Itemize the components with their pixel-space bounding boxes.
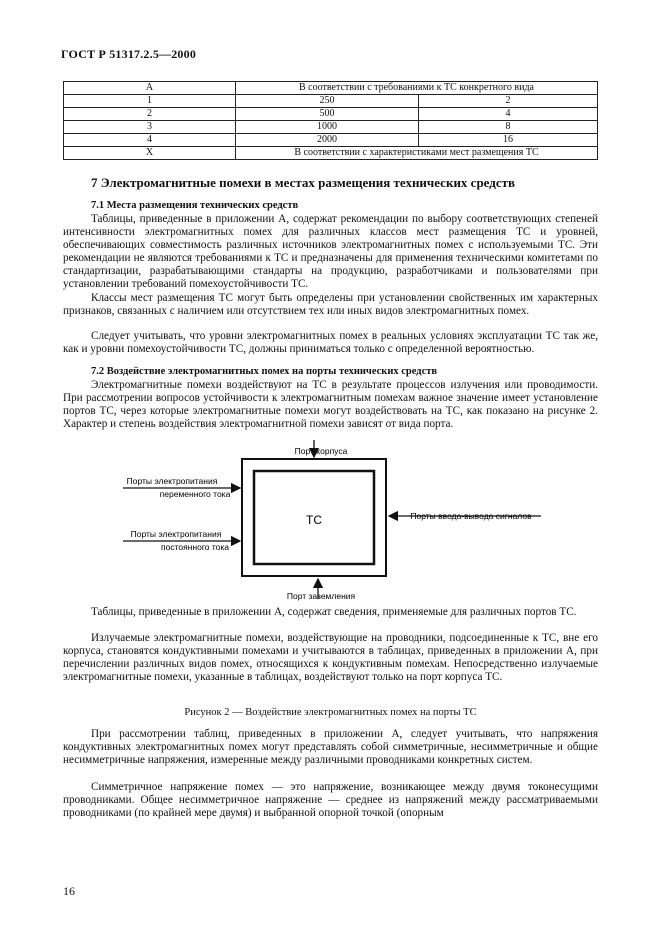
table-cell: 4: [419, 108, 598, 121]
paragraph: Электромагнитные помехи воздействуют на ТС в результате процессов излучения или проводимости. При рассмотрении вопросов устойчивости к электромагнитным помехам важное значение имеет установление портов ТС, через которые электромагнитные помехи могут воздействовать на ТС, как показано на рисунке 2. Характер и степень воздействия электромагнитной помехи зависят от вида порта.: [63, 379, 598, 431]
table-cell: 2: [419, 95, 598, 108]
table-cell: 1000: [236, 121, 419, 134]
table-row: [64, 95, 598, 108]
levels-table: [63, 81, 598, 160]
paragraph: Таблицы, приведенные в приложении А, содержат сведения, применяемые для различных портов ТС.: [91, 606, 577, 618]
table-cell: 4: [64, 134, 236, 147]
table-row: [64, 134, 598, 147]
paragraph: Классы мест размещения ТС могут быть определены при установлении свойственных им характерных признаков, связанных с наличием или отсутствием тех или иных видов электромагнитных помех.: [63, 292, 598, 318]
table-cell: 500: [236, 108, 419, 121]
left-dc-label-1: Порты электропитания: [130, 529, 222, 539]
table-cell: 250: [236, 95, 419, 108]
table-row: [64, 82, 598, 95]
paragraph: Симметричное напряжение помех — это напряжение, возникающее между двумя токонесущими проводниками. Общее несимметричное напряжение — среднее из напряжений между рассматриваемыми проводниками (по крайней мере двумя) и выбранной опорной точкой (опорным: [63, 781, 598, 820]
table-row: [64, 121, 598, 134]
table-cell: В соответствии с характеристиками мест размещения ТС: [236, 147, 598, 160]
table-cell: А: [64, 82, 236, 95]
paragraph: Таблицы, приведенные в приложении А, содержат рекомендации по выбору соответствующих степеней интенсивности электромагнитных помех для различных классов мест размещения ТС и уровней, обеспечивающих совместимость различных источников электромагнитных помех с используемыми ТС. Эти рекомендации не являются требованиями к ТС и предназначены для применения техническими комитетами по стандартизации, разрабатывающими стандарты на продукцию, разработчиками и пользователями при установлении требований помехоустойчивости ТС.: [63, 213, 598, 291]
section-7-title: 7 Электромагнитные помехи в местах размещения технических средств: [91, 175, 516, 190]
table-cell: 16: [419, 134, 598, 147]
ports-diagram: [63, 440, 603, 605]
table-cell: 2: [64, 108, 236, 121]
paragraph: При рассмотрении таблиц, приведенных в приложении А, следует учитывать, что напряжения кондуктивных электромагнитных помех могут представлять собой симметричные, несимметричные и общие несимметричные напряжения, измеренные между различными проводниками конкретных систем.: [63, 728, 598, 767]
right-io-label: Порты ввода-вывода сигналов: [410, 511, 532, 521]
page-number: 16: [63, 884, 75, 898]
document-header: ГОСТ Р 51317.2.5—2000: [61, 47, 197, 61]
table-row: [64, 147, 598, 160]
top-port-label: Порт корпуса: [294, 446, 348, 456]
left-ac-label-1: Порты электропитания: [126, 476, 218, 486]
paragraph: Излучаемые электромагнитные помехи, воздействующие на проводники, подсоединенные к ТС, вне его корпуса, становятся кондуктивными помехами и учитываются в таблицах, приведенных в приложении А, при перечислении различных видов помех, относящихся к кондуктивным помехам. Непосредственно излучаемые электромагнитные помехи, указанные в таблицах, воздействуют только на порт корпуса ТС.: [63, 632, 598, 684]
section-7-1-title: 7.1 Места размещения технических средств: [91, 200, 299, 211]
table-cell: 1: [64, 95, 236, 108]
table-row: [64, 108, 598, 121]
tc-label: ТС: [306, 513, 322, 527]
left-dc-label-2: постоянного тока: [161, 542, 229, 552]
table-cell: В соответствии с требованиями к ТС конкретного вида: [236, 82, 598, 95]
paragraph: Следует учитывать, что уровни электромагнитных помех в реальных условиях эксплуатации ТС так же, как и уровни помехоустойчивости ТС, должны приниматься только с определенной вероятностью.: [63, 330, 598, 356]
figure-caption: Рисунок 2 — Воздействие электромагнитных помех на порты ТС: [184, 707, 477, 718]
left-ac-label-2: переменного тока: [159, 489, 231, 499]
table-cell: 2000: [236, 134, 419, 147]
table-cell: 8: [419, 121, 598, 134]
table-cell: 3: [64, 121, 236, 134]
table-cell: Х: [64, 147, 236, 160]
bottom-port-label: Порт заземления: [286, 591, 356, 601]
section-7-2-title: 7.2 Воздействие электромагнитных помех на порты технических средств: [91, 366, 438, 377]
